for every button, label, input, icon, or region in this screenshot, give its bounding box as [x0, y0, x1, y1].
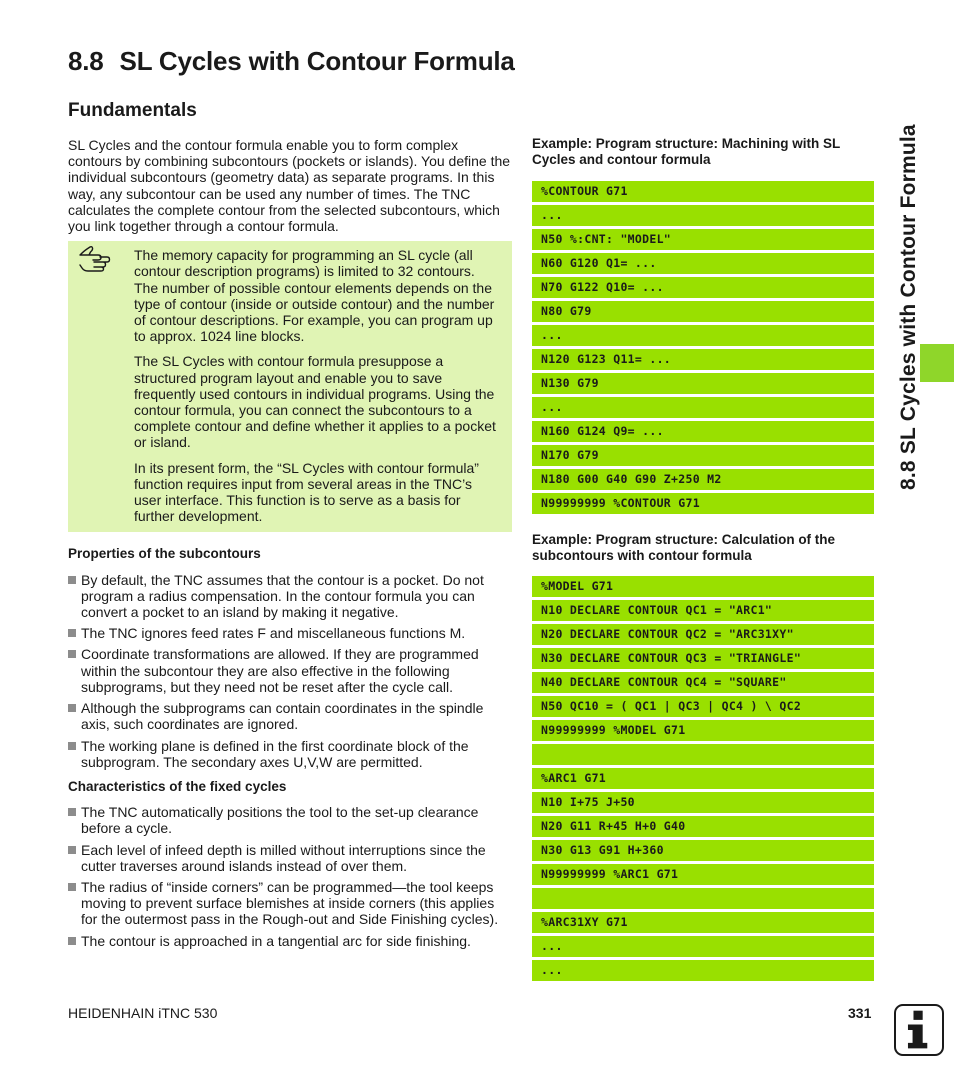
code-line: N60 G120 Q1= ...	[532, 253, 874, 274]
example2-section	[532, 532, 874, 981]
list-item: Coordinate transformations are allowed. If they are programmed within the subcontour they are also effective in the following subprograms, but they need not be reset after the cycle call.	[68, 646, 512, 695]
code-line: N30 G13 G91 H+360	[532, 840, 874, 861]
code-line: N10 I+75 J+50	[532, 792, 874, 813]
bullet-square-icon	[68, 846, 76, 854]
code-line: %ARC31XY G71	[532, 912, 874, 933]
info-glyph	[896, 1006, 942, 1054]
code-line: N120 G123 Q11= ...	[532, 349, 874, 370]
code-line: N50 %:CNT: "MODEL"	[532, 229, 874, 250]
example2-code	[532, 576, 874, 981]
chapter-title	[68, 46, 515, 77]
example1-heading: Example: Program structure: Machining with SL Cycles and contour formula	[532, 136, 841, 167]
section-heading: Fundamentals	[68, 100, 197, 121]
example1-code	[532, 181, 874, 514]
code-line: N180 G00 G40 G90 Z+250 M2	[532, 469, 874, 490]
code-line: N99999999 %CONTOUR G71	[532, 493, 874, 514]
info-icon	[894, 1004, 944, 1056]
code-line: N20 DECLARE CONTOUR QC2 = "ARC31XY"	[532, 624, 874, 645]
code-line: N170 G79	[532, 445, 874, 466]
code-line	[532, 888, 874, 909]
pointing-hand-icon	[78, 243, 114, 273]
list-item: Each level of infeed depth is milled without interruptions since the cutter traverses around islands instead of over them.	[68, 842, 512, 874]
side-tab-text: 8.8 SL Cycles with Contour Formula	[897, 124, 920, 490]
note-paragraph: The memory capacity for programming an SL cycle (all contour description programs) is limited to 32 contours. The number of possible contour elements depends on the type of contour (inside or outside contour) and the number of contour descriptions. For example, you can program up to approx. 1024 line blocks.	[134, 247, 495, 345]
code-line: N160 G124 Q9= ...	[532, 421, 874, 442]
example2-heading: Example: Program structure: Calculation of the subcontours with contour formula	[532, 532, 836, 563]
chapter-number: 8.8	[68, 46, 104, 76]
code-line: N70 G122 Q10= ...	[532, 277, 874, 298]
code-line: ...	[532, 205, 874, 226]
code-line: ...	[532, 397, 874, 418]
bullet-square-icon	[68, 576, 76, 584]
bullet-square-icon	[68, 808, 76, 816]
code-line: N80 G79	[532, 301, 874, 322]
list-item: Although the subprograms can contain coordinates in the spindle axis, such coordinates are ignored.	[68, 700, 512, 732]
footer-manual-name: HEIDENHAIN iTNC 530	[68, 1005, 218, 1021]
bullet-square-icon	[68, 883, 76, 891]
bullet-square-icon	[68, 650, 76, 658]
note-box	[68, 241, 512, 532]
properties-heading: Properties of the subcontours	[68, 546, 261, 562]
code-line: N50 QC10 = ( QC1 | QC3 | QC4 ) \ QC2	[532, 696, 874, 717]
left-column	[68, 137, 512, 958]
code-line: %CONTOUR G71	[532, 181, 874, 202]
intro-paragraph: SL Cycles and the contour formula enable you to form complex contours by combining subcontours (pockets or islands). You define the individual subcontours (geometry data) as separate programs. In this way, any subcontour can be used any number of times. The TNC calculates the complete contour from the selected subcontours, which you link together through a contour formula.	[68, 137, 511, 235]
code-line: N30 DECLARE CONTOUR QC3 = "TRIANGLE"	[532, 648, 874, 669]
list-item: The working plane is defined in the first coordinate block of the subprogram. The secondary axes U,V,W are permitted.	[68, 738, 512, 770]
example1-section	[532, 136, 874, 514]
code-line: N40 DECLARE CONTOUR QC4 = "SQUARE"	[532, 672, 874, 693]
page-number: 331	[848, 1005, 872, 1021]
code-line: N130 G79	[532, 373, 874, 394]
list-item: The TNC ignores feed rates F and miscellaneous functions M.	[68, 625, 512, 641]
code-line: N10 DECLARE CONTOUR QC1 = "ARC1"	[532, 600, 874, 621]
code-line: ...	[532, 325, 874, 346]
list-item: The radius of “inside corners” can be programmed—the tool keeps moving to prevent surface blemishes at inside corners (this applies for the outermost pass in the Rough-out and Side Finishing cycles).	[68, 879, 512, 928]
characteristics-list	[68, 804, 512, 949]
code-line: N99999999 %MODEL G71	[532, 720, 874, 741]
characteristics-heading: Characteristics of the fixed cycles	[68, 778, 287, 794]
code-line: ...	[532, 936, 874, 957]
chapter-title-text: SL Cycles with Contour Formula	[119, 46, 515, 76]
code-line: ...	[532, 960, 874, 981]
list-item: By default, the TNC assumes that the contour is a pocket. Do not program a radius compensation. In the contour formula you can convert a pocket to an island by making it negative.	[68, 572, 512, 621]
note-paragraph: In its present form, the “SL Cycles with contour formula” function requires input from several areas in the TNC’s user interface. This function is to serve as a basis for further development.	[134, 459, 479, 525]
bullet-square-icon	[68, 937, 76, 945]
note-paragraph: The SL Cycles with contour formula presuppose a structured program layout and enable you to save frequently used contours in individual programs. Using the contour formula, you can connect the subcontours to a complete contour and define whether it applies to a pocket or island.	[134, 353, 496, 451]
code-line: %MODEL G71	[532, 576, 874, 597]
code-line: %ARC1 G71	[532, 768, 874, 789]
bullet-square-icon	[68, 742, 76, 750]
code-line: N99999999 %ARC1 G71	[532, 864, 874, 885]
properties-list	[68, 572, 512, 770]
bullet-square-icon	[68, 704, 76, 712]
bullet-square-icon	[68, 629, 76, 637]
list-item: The contour is approached in a tangential arc for side finishing.	[68, 933, 512, 949]
list-item: The TNC automatically positions the tool to the set-up clearance before a cycle.	[68, 804, 512, 836]
chapter-side-tab	[920, 344, 954, 382]
code-line: N20 G11 R+45 H+0 G40	[532, 816, 874, 837]
code-line	[532, 744, 874, 765]
